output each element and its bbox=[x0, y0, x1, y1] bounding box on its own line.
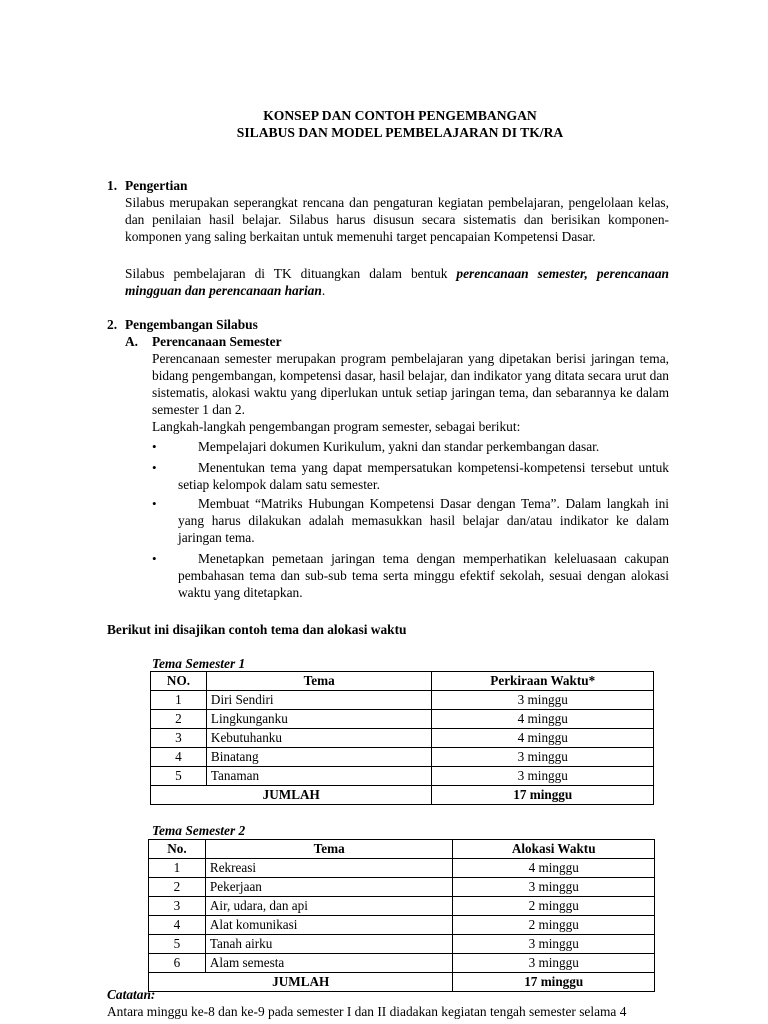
column-header-tema: Tema bbox=[206, 672, 432, 691]
section-1-heading: Pengertian bbox=[125, 178, 188, 193]
subsection-a-heading: Perencanaan Semester bbox=[152, 334, 282, 349]
cell-no: 4 bbox=[151, 748, 207, 767]
bullet-item-2 bbox=[178, 459, 669, 493]
examples-heading: Berikut ini disajikan contoh tema dan alokasi waktu bbox=[107, 622, 407, 637]
table-row bbox=[151, 691, 654, 710]
section-1-paragraph-2 bbox=[125, 265, 669, 299]
table-semester-1 bbox=[150, 671, 654, 805]
column-header-tema: Tema bbox=[205, 840, 453, 859]
cell-tema: Lingkunganku bbox=[206, 710, 432, 729]
cell-no: 6 bbox=[149, 954, 206, 973]
cell-tema: Alam semesta bbox=[205, 954, 453, 973]
bullet-marker: • bbox=[152, 439, 157, 454]
cell-alokasi: 3 minggu bbox=[453, 954, 655, 973]
paragraph-2-end: . bbox=[321, 283, 326, 298]
document-title-line-1: KONSEP DAN CONTOH PENGEMBANGAN bbox=[263, 108, 537, 123]
cell-tema: Alat komunikasi bbox=[205, 916, 453, 935]
note-text: Antara minggu ke-8 dan ke-9 pada semester I dan II diadakan kegiatan tengah semester selama 4 bbox=[107, 1004, 627, 1019]
table-row bbox=[151, 767, 654, 786]
bullet-marker: • bbox=[152, 496, 157, 511]
paragraph-2-text: Silabus pembelajaran di TK dituangkan dalam bentuk bbox=[125, 266, 457, 281]
cell-tema: Tanah airku bbox=[205, 935, 453, 954]
cell-alokasi: 3 minggu bbox=[453, 878, 655, 897]
paragraph-2-emphasis: perencanaan semester, perencanaan mingguan dan perencanaan harian bbox=[125, 266, 670, 298]
bullet-item-3-text: Membuat “Matriks Hubungan Kompetensi Dasar dengan Tema”. Dalam langkah ini yang harus dilakukan adalah memasukkan hasil belajar dan/atau indikator ke dalam jaringan tema. bbox=[178, 496, 669, 545]
cell-alokasi: 3 minggu bbox=[453, 935, 655, 954]
section-2-heading: Pengembangan Silabus bbox=[125, 317, 258, 332]
bullet-item-1-text: Mempelajari dokumen Kurikulum, yakni dan standar perkembangan dasar. bbox=[198, 439, 600, 454]
table-row bbox=[151, 748, 654, 767]
cell-no: 5 bbox=[149, 935, 206, 954]
bullet-item-3 bbox=[178, 495, 669, 546]
table-row bbox=[149, 897, 655, 916]
section-1-paragraph-1: Silabus merupakan seperangkat rencana dan pengaturan kegiatan pembelajaran, pengelolaan kelas, dan penilaian hasil belajar. Silabus harus disusun secara sistematis dan berisikan komponen-komponen yang saling berkaitan untuk memenuhi target pencapaian Kompetensi Dasar. bbox=[125, 195, 669, 244]
section-1-number: 1. bbox=[107, 178, 118, 193]
cell-tema: Tanaman bbox=[206, 767, 432, 786]
cell-no: 2 bbox=[151, 710, 207, 729]
note-label: Catatan: bbox=[107, 987, 156, 1002]
cell-waktu: 3 minggu bbox=[432, 767, 654, 786]
table-row bbox=[149, 878, 655, 897]
document-title-line-2: SILABUS DAN MODEL PEMBELAJARAN DI TK/RA bbox=[236, 125, 564, 140]
table-row bbox=[149, 916, 655, 935]
bullet-item-2-text: Menentukan tema yang dapat mempersatukan kompetensi-kompetensi tersebut untuk setiap kelompok dalam satu semester. bbox=[178, 460, 669, 492]
subsection-a-paragraph: Perencanaan semester merupakan program pembelajaran yang dipetakan berisi jaringan tema, bidang pengembangan, kompetensi dasar, hasil belajar, dan indikator yang ditata secara urut dan sistematis, alokasi waktu yang diperlukan untuk setiap jaringan tema, dan sebarannya ke dalam semester 1 dan 2. bbox=[152, 351, 669, 417]
cell-waktu: 4 minggu bbox=[432, 710, 654, 729]
cell-no: 2 bbox=[149, 878, 206, 897]
column-header-no: NO. bbox=[151, 672, 207, 691]
bullet-item-4-text: Menetapkan pemetaan jaringan tema dengan memperhatikan keleluasaan cakupan pembahasan tema dan sub-sub tema serta minggu efektif sekolah, sesuai dengan alokasi waktu yang ditetapkan. bbox=[178, 551, 669, 600]
cell-tema: Diri Sendiri bbox=[206, 691, 432, 710]
cell-alokasi: 2 minggu bbox=[453, 916, 655, 935]
bullet-item-4 bbox=[178, 550, 669, 601]
total-label: JUMLAH bbox=[149, 973, 453, 992]
cell-no: 3 bbox=[149, 897, 206, 916]
table-2-caption: Tema Semester 2 bbox=[152, 823, 246, 838]
cell-no: 1 bbox=[149, 859, 206, 878]
column-header-alokasi: Alokasi Waktu bbox=[453, 840, 655, 859]
cell-tema: Air, udara, dan api bbox=[205, 897, 453, 916]
steps-intro: Langkah-langkah pengembangan program semester, sebagai berikut: bbox=[152, 419, 521, 434]
table-row bbox=[151, 729, 654, 748]
cell-waktu: 3 minggu bbox=[432, 691, 654, 710]
table-1-caption: Tema Semester 1 bbox=[152, 656, 246, 671]
total-label: JUMLAH bbox=[151, 786, 432, 805]
table-total-row bbox=[149, 973, 655, 992]
table-total-row bbox=[151, 786, 654, 805]
section-2-number: 2. bbox=[107, 317, 118, 332]
table-row bbox=[149, 935, 655, 954]
cell-alokasi: 4 minggu bbox=[453, 859, 655, 878]
cell-tema: Rekreasi bbox=[205, 859, 453, 878]
table-row bbox=[151, 710, 654, 729]
cell-waktu: 4 minggu bbox=[432, 729, 654, 748]
table-header-row bbox=[149, 840, 655, 859]
table-row bbox=[149, 954, 655, 973]
cell-no: 3 bbox=[151, 729, 207, 748]
bullet-marker: • bbox=[152, 551, 157, 566]
bullet-item-1 bbox=[178, 438, 669, 455]
cell-alokasi: 2 minggu bbox=[453, 897, 655, 916]
table-row bbox=[149, 859, 655, 878]
table-header-row bbox=[151, 672, 654, 691]
cell-tema: Binatang bbox=[206, 748, 432, 767]
bullet-marker: • bbox=[152, 460, 157, 475]
cell-no: 4 bbox=[149, 916, 206, 935]
column-header-waktu: Perkiraan Waktu* bbox=[432, 672, 654, 691]
cell-no: 1 bbox=[151, 691, 207, 710]
cell-waktu: 3 minggu bbox=[432, 748, 654, 767]
column-header-no: No. bbox=[149, 840, 206, 859]
cell-tema: Pekerjaan bbox=[205, 878, 453, 897]
table-semester-2 bbox=[148, 839, 655, 992]
cell-no: 5 bbox=[151, 767, 207, 786]
subsection-a-letter: A. bbox=[125, 334, 139, 349]
total-value: 17 minggu bbox=[432, 786, 654, 805]
cell-tema: Kebutuhanku bbox=[206, 729, 432, 748]
total-value: 17 minggu bbox=[453, 973, 655, 992]
